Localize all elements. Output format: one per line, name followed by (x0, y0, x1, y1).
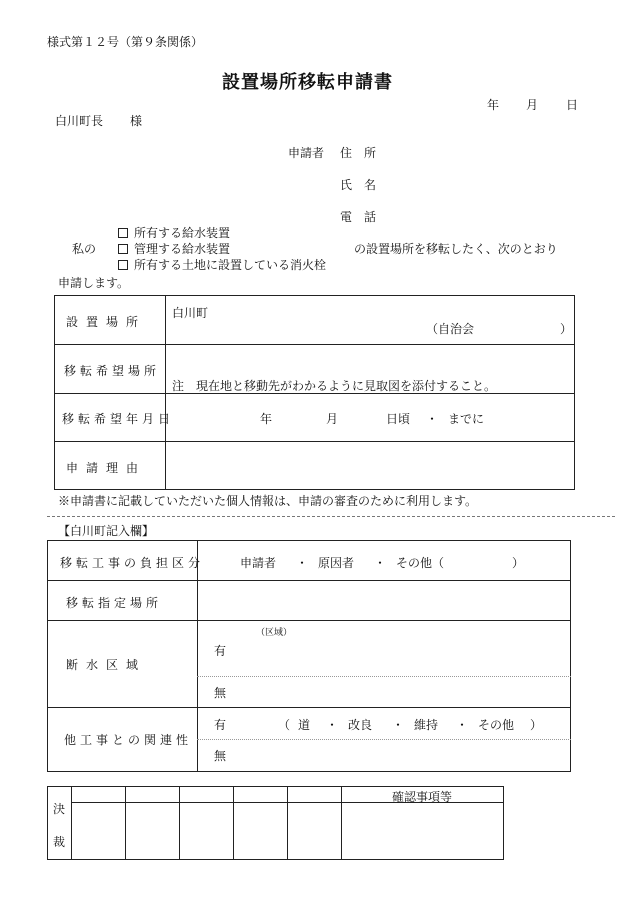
date-year: 年 (487, 98, 500, 112)
location-jichikai[interactable]: （自治会 (426, 322, 475, 336)
cost-option-applicant[interactable]: 申請者 (240, 556, 277, 570)
honorific: 様 (130, 114, 143, 128)
option-label: 管理する給水装置 (134, 242, 231, 256)
approval-divider (287, 786, 288, 860)
approval-stamp-cell[interactable] (73, 804, 123, 858)
page-title: 設置場所移転申請書 (222, 72, 393, 93)
relation-option-maintenance[interactable]: 維持 (414, 718, 439, 732)
row-label-location: 設置場所 (66, 315, 147, 329)
cutoff-area-note: （区域） (256, 628, 293, 638)
office-section-title: 【白川町記入欄】 (58, 524, 155, 538)
statement-subject: 私の (72, 242, 97, 256)
location-town[interactable]: 白川町 (172, 306, 209, 320)
row-label-relation: 他工事との関連性 (64, 733, 193, 747)
cost-other-close: ） (512, 556, 525, 570)
privacy-note: ※申請書に記載していただいた個人情報は、申請の審査のために利用します。 (58, 494, 478, 508)
location-jichikai-close: ） (560, 322, 573, 336)
section-separator (47, 516, 615, 517)
relation-separator: ・ (456, 718, 469, 732)
form-number: 様式第１２号（第９条関係） (47, 35, 204, 49)
date-month: 月 (526, 98, 539, 112)
office-row-divider (47, 580, 571, 581)
relation-option-improvement[interactable]: 改良 (348, 718, 373, 732)
office-sub-divider (197, 739, 571, 740)
option-fire-hydrant[interactable] (118, 256, 326, 273)
address-label: 住 所 (340, 146, 377, 160)
desired-date-day[interactable]: 日頃 (386, 412, 411, 426)
applicant-prefix: 申請者 (288, 146, 325, 160)
row-label-cost-burden: 移転工事の負担区分 (60, 556, 205, 570)
approval-divider (71, 786, 72, 860)
desired-date-separator: ・ (426, 412, 439, 426)
approval-stamp-cell[interactable] (181, 804, 231, 858)
desired-date-month[interactable]: 月 (326, 412, 339, 426)
approval-stamp-cell[interactable] (127, 804, 177, 858)
relation-separator: ・ (326, 718, 339, 732)
cost-option-cause[interactable]: 原因者 (318, 556, 355, 570)
office-row-divider (47, 620, 571, 621)
row-label-reason: 申請理由 (66, 461, 147, 475)
cost-separator: ・ (374, 556, 387, 570)
approval-divider (179, 786, 180, 860)
relation-paren-close: ） (530, 718, 543, 732)
approval-notes-cell[interactable] (343, 804, 502, 858)
relation-no[interactable]: 無 (214, 749, 227, 763)
approval-stamp-cell[interactable] (289, 804, 339, 858)
approval-divider (233, 786, 234, 860)
approval-label-top: 決 (53, 802, 66, 816)
cost-option-other[interactable]: その他（ (396, 556, 445, 570)
desired-location-note: 注 現在地と移動先がわかるように見取図を添付すること。 (172, 379, 497, 393)
approval-notes-header: 確認事項等 (392, 790, 453, 804)
name-label: 氏 名 (340, 178, 377, 192)
designated-location-field[interactable] (204, 594, 564, 608)
office-row-divider (47, 707, 571, 708)
desired-date-year[interactable]: 年 (260, 412, 273, 426)
statement-suffix: の設置場所を移転したく、次のとおり (354, 242, 558, 256)
approval-stamp-cell[interactable] (235, 804, 285, 858)
table-row-divider (54, 441, 575, 442)
checkbox-icon (118, 260, 128, 270)
row-label-designated-location: 移転指定場所 (66, 596, 163, 610)
option-managed-water-device[interactable] (118, 240, 230, 257)
checkbox-icon (118, 228, 128, 238)
approval-label-bottom: 裁 (53, 835, 66, 849)
phone-label: 電 話 (340, 210, 377, 224)
date-day: 日 (566, 98, 579, 112)
relation-option-road[interactable]: 道 (298, 718, 311, 732)
row-label-desired-date: 移転希望年月日 (62, 412, 175, 426)
option-own-water-device[interactable] (118, 224, 230, 241)
cutoff-no[interactable]: 無 (214, 686, 227, 700)
relation-yes[interactable]: 有 (214, 718, 227, 732)
cutoff-yes[interactable]: 有 (214, 644, 227, 658)
statement-closing: 申請します。 (58, 276, 130, 290)
table-row-divider (54, 344, 575, 345)
office-table-divider (197, 540, 198, 772)
row-label-desired-location: 移転希望場所 (64, 364, 161, 378)
option-label: 所有する給水装置 (134, 226, 231, 240)
option-label: 所有する土地に設置している消火栓 (134, 258, 327, 272)
addressee: 白川町長 (55, 114, 104, 128)
approval-divider (125, 786, 126, 860)
cost-separator: ・ (296, 556, 309, 570)
approval-divider (341, 786, 342, 860)
reason-field[interactable] (172, 459, 567, 473)
relation-paren-open: （ (278, 718, 291, 732)
relation-option-other[interactable]: その他 (478, 718, 515, 732)
row-label-water-cutoff: 断水区域 (66, 658, 147, 672)
relation-separator: ・ (392, 718, 405, 732)
checkbox-icon (118, 244, 128, 254)
office-sub-divider (197, 676, 571, 677)
desired-date-until: までに (448, 412, 485, 426)
